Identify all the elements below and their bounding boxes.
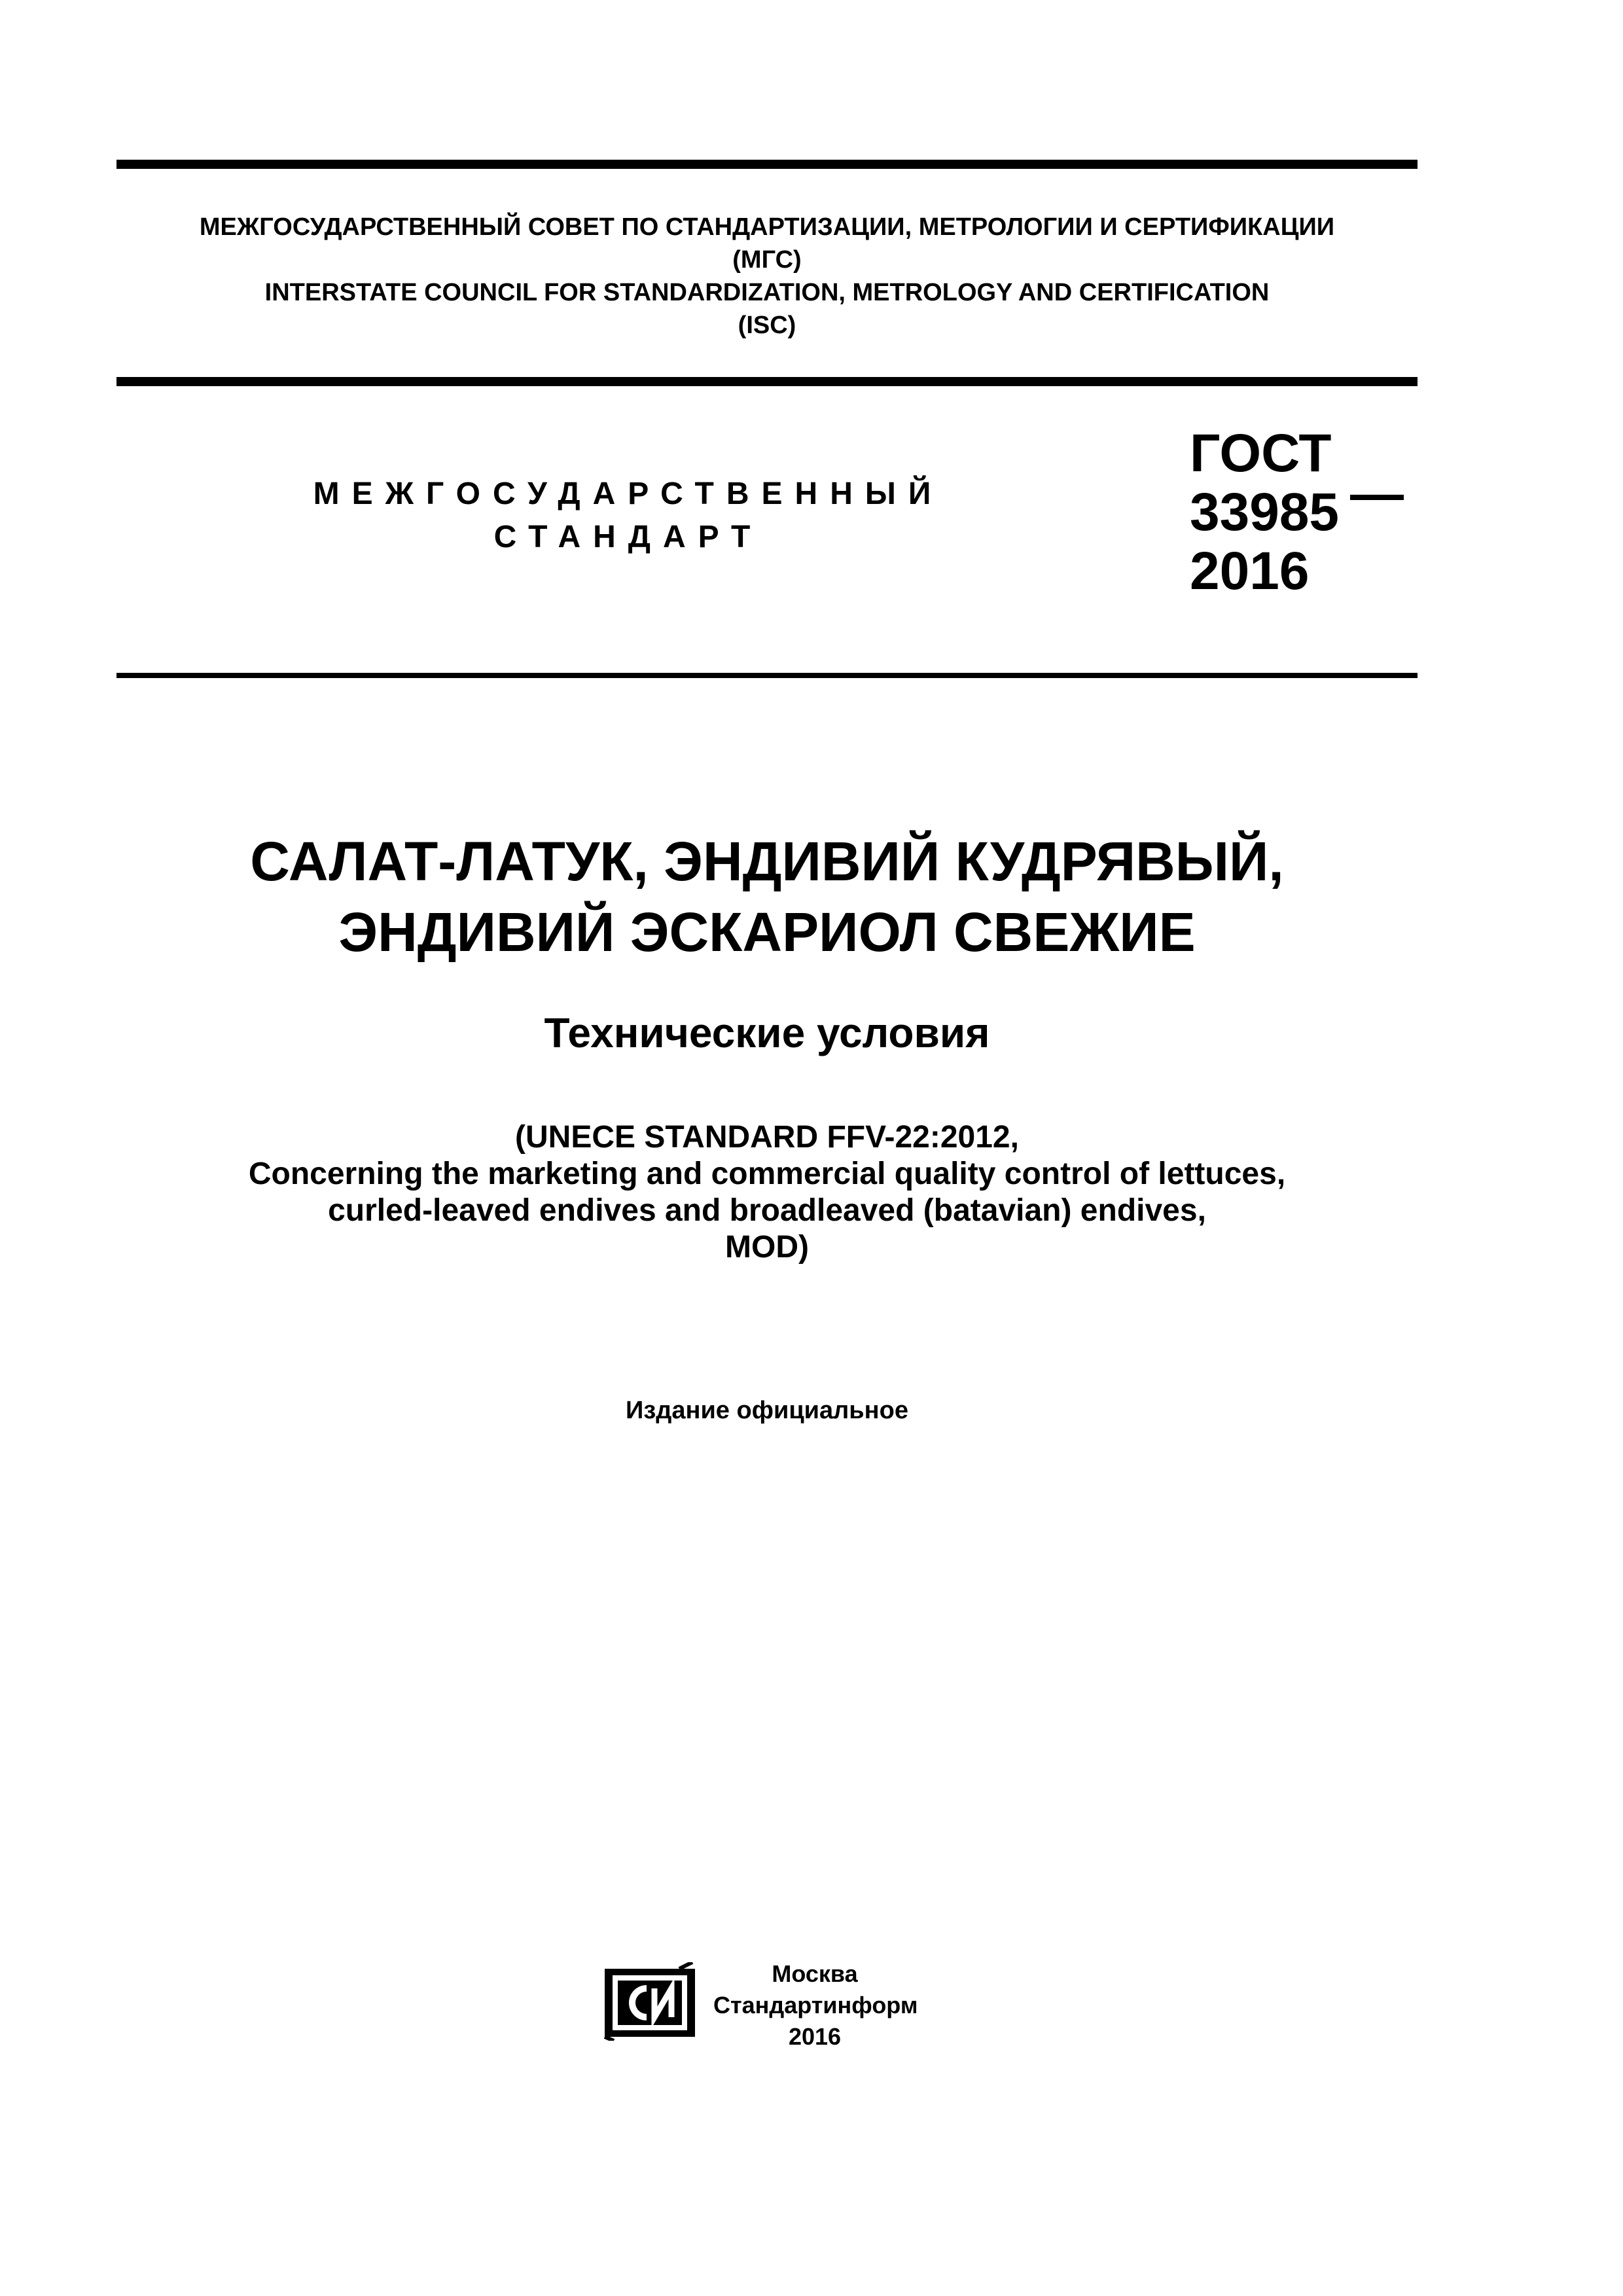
council-name-ru: МЕЖГОСУДАРСТВЕННЫЙ СОВЕТ ПО СТАНДАРТИЗАЦИИ, МЕТРОЛОГИИ И СЕРТИФИКАЦИИ: [199, 213, 1335, 241]
unece-line2: Concerning the marketing and commercial quality control of lettuces,: [248, 1157, 1286, 1191]
council-abbr-en: (ISC): [738, 312, 796, 339]
gost-designation: [1190, 423, 1404, 601]
gost-number-line: [1190, 464, 1404, 542]
publisher-year: 2016: [788, 2023, 842, 2050]
unece-line1: (UNECE STANDARD FFV-22:2012,: [515, 1120, 1019, 1155]
publisher-block: [713, 1958, 916, 2053]
publisher-name: Стандартинформ: [713, 1992, 918, 2018]
unece-line3: curled-leaved endives and broadleaved (batavian) endives,: [328, 1193, 1206, 1228]
middle-rule: [116, 377, 1418, 386]
gost-number: 33985: [1190, 482, 1340, 542]
document-title: [116, 826, 1418, 967]
edition-note: Издание официальное: [626, 1397, 908, 1424]
title-line2: ЭНДИВИЙ ЭСКАРИОЛ СВЕЖИЕ: [338, 901, 1196, 963]
document-subtitle: Технические условия: [544, 1009, 990, 1056]
standard-label-line1: МЕЖГОСУДАРСТВЕННЫЙ: [313, 476, 944, 511]
standard-label-line2: СТАНДАРТ: [493, 520, 763, 554]
lower-rule: [116, 673, 1418, 678]
gost-dash: —: [1350, 464, 1404, 524]
council-name-en: INTERSTATE COUNCIL FOR STANDARDIZATION, METROLOGY AND CERTIFICATION: [264, 279, 1270, 306]
top-rule: [116, 160, 1418, 169]
unece-line4: MOD): [725, 1230, 809, 1265]
standartinform-logo-icon: [601, 1962, 699, 2041]
publisher-city: Москва: [772, 1960, 858, 1987]
council-header: [116, 211, 1418, 342]
title-line1: САЛАТ-ЛАТУК, ЭНДИВИЙ КУДРЯВЫЙ,: [250, 831, 1284, 892]
council-abbr-ru: (МГС): [732, 246, 802, 274]
gost-prefix: ГОСТ: [1190, 423, 1332, 483]
standard-label: [288, 473, 969, 559]
gost-year: 2016: [1190, 541, 1310, 601]
unece-reference: [116, 1119, 1418, 1266]
